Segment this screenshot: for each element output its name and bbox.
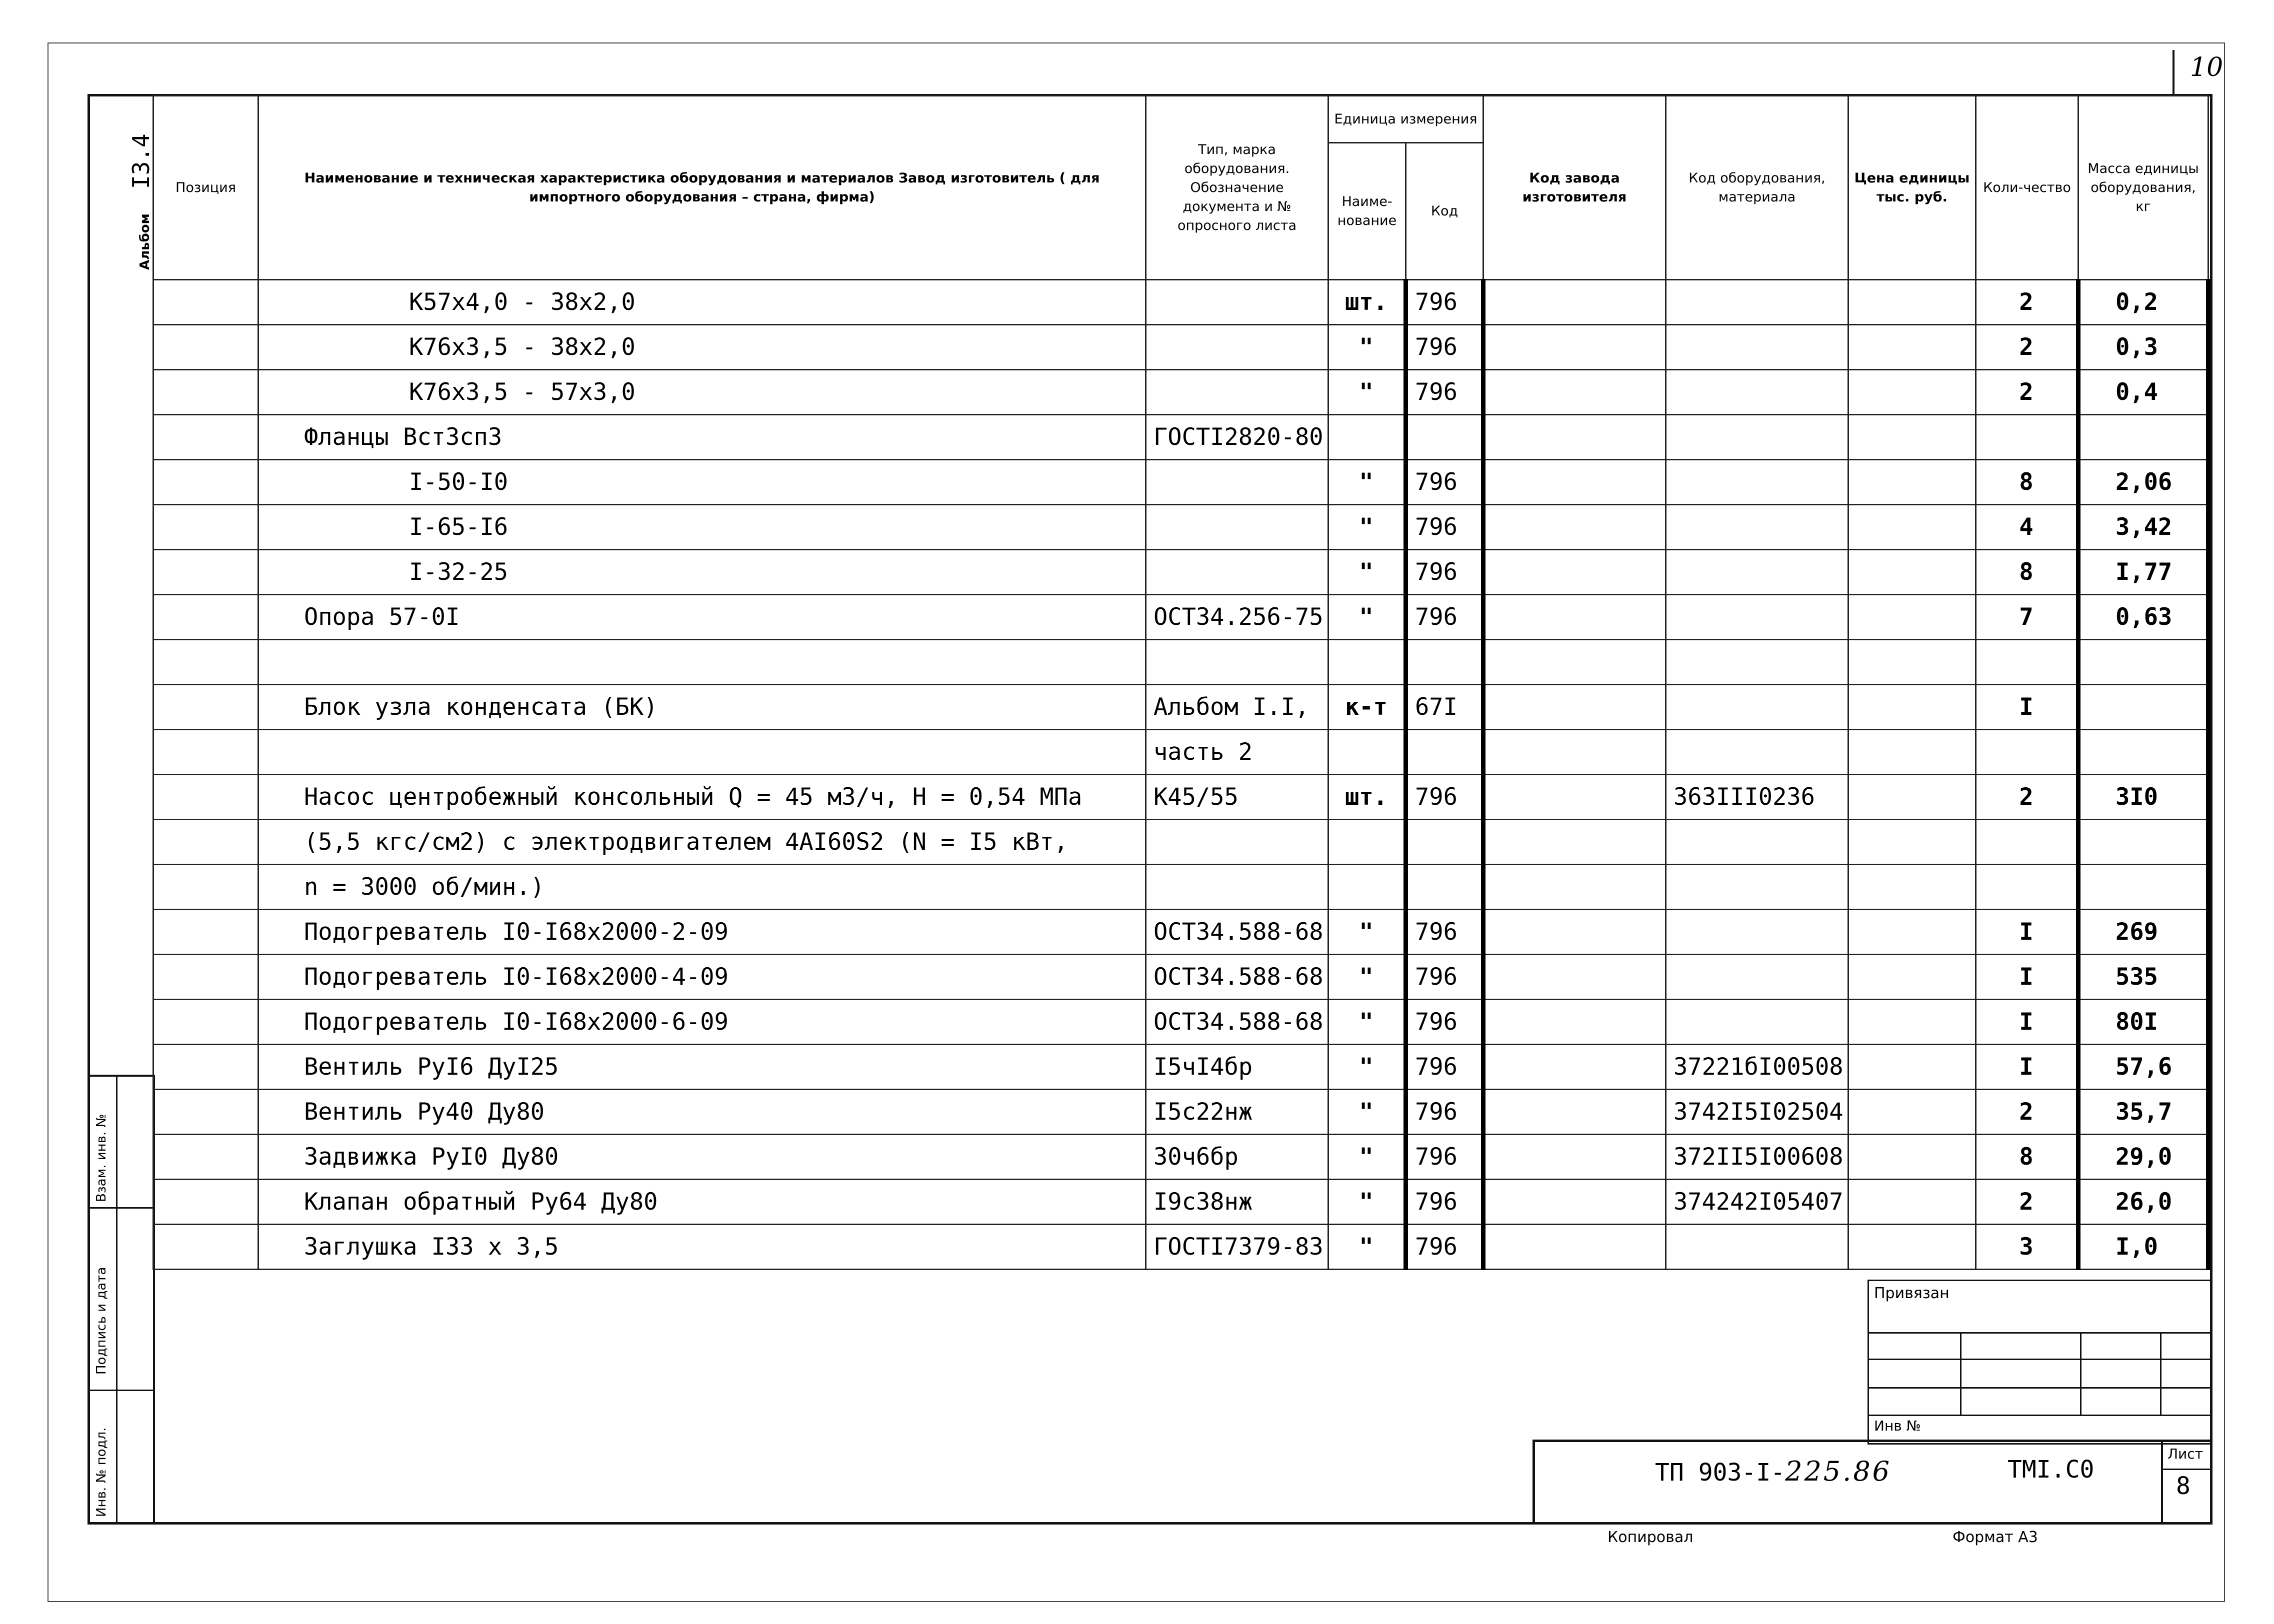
cell-position <box>154 820 258 865</box>
cell-equip-code: 37221бI00508 <box>1666 1045 1848 1090</box>
cell-equip-code <box>1666 685 1848 730</box>
cell-code: 796 <box>1406 910 1484 955</box>
cell-equip-code: 374242I05407 <box>1666 1180 1848 1225</box>
table-row <box>154 1045 2208 1090</box>
cell-price <box>1848 595 1976 640</box>
cell-price <box>1848 280 1976 325</box>
cell-unit: " <box>1328 550 1406 595</box>
header-price: Цена единицы тыс. руб. <box>1848 96 1976 280</box>
side-stamp-signature-date: Подпись и дата <box>94 1267 109 1375</box>
cell-position <box>154 1135 258 1180</box>
cell-price <box>1848 1000 1976 1045</box>
cell-code: 796 <box>1406 370 1484 415</box>
cell-code: 796 <box>1406 1045 1484 1090</box>
cell-plant-code <box>1484 1090 1666 1135</box>
table-row <box>154 685 2208 730</box>
cell-price <box>1848 640 1976 685</box>
cell-qty <box>1976 820 2078 865</box>
cell-mass <box>2078 640 2208 685</box>
linked-line-4 <box>1868 1415 2212 1416</box>
cell-position <box>154 910 258 955</box>
cell-type <box>1146 460 1328 505</box>
cell-code: 796 <box>1406 1225 1484 1270</box>
cell-name: n = 3000 об/мин.) <box>258 865 1146 910</box>
cell-position <box>154 1045 258 1090</box>
cell-position <box>154 550 258 595</box>
cell-code <box>1406 865 1484 910</box>
table-row <box>154 1135 2208 1180</box>
cell-qty: 2 <box>1976 280 2078 325</box>
cell-type <box>1146 325 1328 370</box>
cell-unit: " <box>1328 1045 1406 1090</box>
cell-plant-code <box>1484 595 1666 640</box>
cell-price <box>1848 1180 1976 1225</box>
cell-qty: 8 <box>1976 460 2078 505</box>
cell-code: 796 <box>1406 325 1484 370</box>
header-unit-name: Наиме-нование <box>1328 143 1406 280</box>
cell-position <box>154 1180 258 1225</box>
cell-name <box>258 640 1146 685</box>
cell-mass: 2,06 <box>2078 460 2208 505</box>
doc-code <box>1655 1456 1892 1487</box>
cell-mass <box>2078 415 2208 460</box>
cell-unit: " <box>1328 505 1406 550</box>
cell-type: часть 2 <box>1146 730 1328 775</box>
cell-price <box>1848 955 1976 1000</box>
table-row <box>154 595 2208 640</box>
cell-plant-code <box>1484 730 1666 775</box>
cell-equip-code <box>1666 820 1848 865</box>
header-qty: Коли-чество <box>1976 96 2078 280</box>
cell-unit: к-т <box>1328 685 1406 730</box>
cell-position <box>154 325 258 370</box>
cell-equip-code: 363III0236 <box>1666 775 1848 820</box>
table-row <box>154 505 2208 550</box>
cell-name: I-32-25 <box>258 550 1146 595</box>
cell-code: 796 <box>1406 775 1484 820</box>
cell-mass <box>2078 685 2208 730</box>
cell-mass: 3,42 <box>2078 505 2208 550</box>
cell-position <box>154 1090 258 1135</box>
cell-equip-code <box>1666 910 1848 955</box>
cell-equip-code <box>1666 370 1848 415</box>
table-row <box>154 1180 2208 1225</box>
cell-equip-code <box>1666 505 1848 550</box>
cell-plant-code <box>1484 370 1666 415</box>
cell-qty: 8 <box>1976 550 2078 595</box>
cell-mass: 26,0 <box>2078 1180 2208 1225</box>
cell-plant-code <box>1484 1000 1666 1045</box>
cell-qty: 2 <box>1976 1180 2078 1225</box>
cell-code: 796 <box>1406 280 1484 325</box>
cell-position <box>154 415 258 460</box>
cell-code <box>1406 820 1484 865</box>
cell-price <box>1848 910 1976 955</box>
cell-equip-code <box>1666 640 1848 685</box>
table-row <box>154 775 2208 820</box>
cell-code: 796 <box>1406 1135 1484 1180</box>
cell-plant-code <box>1484 505 1666 550</box>
cell-equip-code <box>1666 1000 1848 1045</box>
cell-equip-code <box>1666 865 1848 910</box>
cell-equip-code <box>1666 415 1848 460</box>
cell-unit: " <box>1328 955 1406 1000</box>
cell-position <box>154 460 258 505</box>
cell-unit: " <box>1328 595 1406 640</box>
cell-qty: 2 <box>1976 775 2078 820</box>
cell-code: 796 <box>1406 1090 1484 1135</box>
cell-name: К76х3,5 - 57х3,0 <box>258 370 1146 415</box>
cell-position <box>154 1225 258 1270</box>
linked-col-2 <box>2080 1332 2082 1415</box>
cell-type: ОСТ34.256-75 <box>1146 595 1328 640</box>
cell-unit: " <box>1328 1180 1406 1225</box>
header-type: Тип, марка оборудования. Обозначение документа и № опросного листа <box>1146 96 1328 280</box>
cell-price <box>1848 775 1976 820</box>
cell-price <box>1848 865 1976 910</box>
cell-type: К45/55 <box>1146 775 1328 820</box>
cell-mass <box>2078 865 2208 910</box>
cell-mass: 80I <box>2078 1000 2208 1045</box>
cell-price <box>1848 1225 1976 1270</box>
cell-unit: " <box>1328 460 1406 505</box>
cell-name: К76х3,5 - 38х2,0 <box>258 325 1146 370</box>
cell-type <box>1146 280 1328 325</box>
cell-type <box>1146 640 1328 685</box>
cell-mass: I,77 <box>2078 550 2208 595</box>
cell-mass: 57,6 <box>2078 1045 2208 1090</box>
cell-code: 796 <box>1406 1000 1484 1045</box>
cell-position <box>154 1000 258 1045</box>
side-stamp-inv-original: Инв. № подл. <box>94 1427 109 1517</box>
cell-qty: 4 <box>1976 505 2078 550</box>
cell-name: Блок узла конденсата (БК) <box>258 685 1146 730</box>
format-label: Формат А3 <box>1952 1529 2038 1546</box>
cell-position <box>154 370 258 415</box>
cell-qty: I <box>1976 910 2078 955</box>
cell-name: Опора 57-0I <box>258 595 1146 640</box>
cell-plant-code <box>1484 640 1666 685</box>
cell-unit: " <box>1328 325 1406 370</box>
linked-col-3 <box>2160 1332 2162 1415</box>
cell-equip-code: 372II5I00608 <box>1666 1135 1848 1180</box>
cell-plant-code <box>1484 685 1666 730</box>
cell-unit: " <box>1328 910 1406 955</box>
cell-price <box>1848 1090 1976 1135</box>
table-row <box>154 325 2208 370</box>
cell-equip-code: 3742I5I02504 <box>1666 1090 1848 1135</box>
cell-qty: I <box>1976 955 2078 1000</box>
cell-type <box>1146 865 1328 910</box>
linked-label: Привязан <box>1874 1285 1950 1302</box>
cell-code: 796 <box>1406 1180 1484 1225</box>
copied-label: Копировал <box>1608 1529 1694 1546</box>
cell-qty: I <box>1976 1000 2078 1045</box>
cell-type <box>1146 370 1328 415</box>
cell-price <box>1848 1135 1976 1180</box>
cell-mass: 29,0 <box>2078 1135 2208 1180</box>
cell-name <box>258 730 1146 775</box>
cell-type: ОСТ34.588-68 <box>1146 910 1328 955</box>
cell-mass: 0,63 <box>2078 595 2208 640</box>
cell-code: 796 <box>1406 550 1484 595</box>
cell-qty: 2 <box>1976 325 2078 370</box>
cell-type: ГОСТI2820-80 <box>1146 415 1328 460</box>
table-row <box>154 910 2208 955</box>
doc-code-prefix: ТП 903-I- <box>1655 1459 1786 1487</box>
cell-qty <box>1976 640 2078 685</box>
side-stamp-inv-replace: Взам. инв. № <box>94 1114 109 1202</box>
sheet-box-divider <box>2161 1469 2212 1470</box>
cell-position <box>154 640 258 685</box>
cell-name: Подогреватель I0-I68х2000-4-09 <box>258 955 1146 1000</box>
table-row <box>154 460 2208 505</box>
header-position: Позиция <box>154 96 258 280</box>
cell-position <box>154 685 258 730</box>
cell-unit <box>1328 415 1406 460</box>
cell-equip-code <box>1666 595 1848 640</box>
header-name: Наименование и техническая характеристика оборудования и материалов Завод изготовитель ( для импортного оборудования – страна, фирма) <box>258 96 1146 280</box>
cell-mass: 0,2 <box>2078 280 2208 325</box>
cell-type <box>1146 550 1328 595</box>
album-label <box>128 133 154 270</box>
cell-equip-code <box>1666 730 1848 775</box>
cell-name: Вентиль Ру40 Ду80 <box>258 1090 1146 1135</box>
cell-price <box>1848 460 1976 505</box>
cell-type: I5чI4бр <box>1146 1045 1328 1090</box>
cell-name: Вентиль РуI6 ДуI25 <box>258 1045 1146 1090</box>
header-plant-code: Код завода изготовителя <box>1484 96 1666 280</box>
sheet-label: Лист <box>2168 1446 2203 1462</box>
cell-code: 796 <box>1406 595 1484 640</box>
cell-name: К57х4,0 - 38х2,0 <box>258 280 1146 325</box>
cell-name: I-50-I0 <box>258 460 1146 505</box>
cell-type: I9с38нж <box>1146 1180 1328 1225</box>
cell-code <box>1406 415 1484 460</box>
table-row <box>154 1000 2208 1045</box>
header-unit-code: Код <box>1406 143 1484 280</box>
cell-plant-code <box>1484 910 1666 955</box>
cell-unit <box>1328 820 1406 865</box>
cell-mass: 269 <box>2078 910 2208 955</box>
table-row <box>154 955 2208 1000</box>
cell-price <box>1848 1045 1976 1090</box>
cell-plant-code <box>1484 415 1666 460</box>
cell-qty: 8 <box>1976 1135 2078 1180</box>
cell-plant-code <box>1484 1180 1666 1225</box>
cell-unit: шт. <box>1328 280 1406 325</box>
cell-mass: I,0 <box>2078 1225 2208 1270</box>
cell-code <box>1406 640 1484 685</box>
cell-unit <box>1328 640 1406 685</box>
cell-type <box>1146 820 1328 865</box>
cell-unit: " <box>1328 1225 1406 1270</box>
cell-price <box>1848 730 1976 775</box>
cell-qty: 3 <box>1976 1225 2078 1270</box>
table-row <box>154 820 2208 865</box>
specification-body <box>154 280 2208 1270</box>
cell-unit <box>1328 865 1406 910</box>
cell-mass <box>2078 730 2208 775</box>
cell-plant-code <box>1484 820 1666 865</box>
inv-no-label: Инв № <box>1874 1418 1921 1434</box>
cell-type <box>1146 505 1328 550</box>
cell-unit: " <box>1328 370 1406 415</box>
cell-mass: 535 <box>2078 955 2208 1000</box>
cell-price <box>1848 370 1976 415</box>
cell-plant-code <box>1484 280 1666 325</box>
cell-position <box>154 595 258 640</box>
cell-type: ОСТ34.588-68 <box>1146 955 1328 1000</box>
table-row <box>154 550 2208 595</box>
cell-price <box>1848 415 1976 460</box>
table-row <box>154 1225 2208 1270</box>
cell-mass: 3I0 <box>2078 775 2208 820</box>
cell-position <box>154 775 258 820</box>
sheet-box-left <box>2161 1440 2163 1525</box>
cell-name: (5,5 кгс/см2) с электродвигателем 4АI60S2 (N = I5 кВт, <box>258 820 1146 865</box>
cell-mass: 0,3 <box>2078 325 2208 370</box>
cell-type: Альбом I.I, <box>1146 685 1328 730</box>
table-row <box>154 280 2208 325</box>
cell-unit <box>1328 730 1406 775</box>
cell-name: Подогреватель I0-I68х2000-6-09 <box>258 1000 1146 1045</box>
cell-mass <box>2078 820 2208 865</box>
cell-equip-code <box>1666 550 1848 595</box>
cell-unit: " <box>1328 1090 1406 1135</box>
album-label-text: Альбом <box>138 213 152 270</box>
cell-name: Клапан обратный Ру64 Ду80 <box>258 1180 1146 1225</box>
cell-position <box>154 280 258 325</box>
cell-position <box>154 865 258 910</box>
cell-qty <box>1976 865 2078 910</box>
header-equip-code: Код оборудования, материала <box>1666 96 1848 280</box>
cell-code: 796 <box>1406 955 1484 1000</box>
cell-price <box>1848 550 1976 595</box>
table-row <box>154 865 2208 910</box>
cell-plant-code <box>1484 325 1666 370</box>
cell-name: Фланцы ВстЗсп3 <box>258 415 1146 460</box>
header-mass: Масса единицы оборудования, кг <box>2078 96 2208 280</box>
cell-qty: 7 <box>1976 595 2078 640</box>
cell-price <box>1848 820 1976 865</box>
cell-equip-code <box>1666 1225 1848 1270</box>
cell-price <box>1848 325 1976 370</box>
cell-plant-code <box>1484 955 1666 1000</box>
cell-qty <box>1976 730 2078 775</box>
cell-code: 796 <box>1406 460 1484 505</box>
side-stamp-col-divider <box>116 1075 118 1525</box>
cell-qty <box>1976 415 2078 460</box>
table-row <box>154 415 2208 460</box>
album-number: I3.4 <box>128 133 154 189</box>
cell-price <box>1848 685 1976 730</box>
cell-name: Насос центробежный консольный Q = 45 м3/ч, H = 0,54 МПа <box>258 775 1146 820</box>
page-number: 10 <box>2190 52 2224 82</box>
cell-type: I5с22нж <box>1146 1090 1328 1135</box>
table-row <box>154 370 2208 415</box>
cell-plant-code <box>1484 460 1666 505</box>
cell-plant-code <box>1484 1045 1666 1090</box>
cell-position <box>154 730 258 775</box>
cell-name: Задвижка РуI0 Ду80 <box>258 1135 1146 1180</box>
cell-equip-code <box>1666 460 1848 505</box>
cell-equip-code <box>1666 325 1848 370</box>
cell-unit: шт. <box>1328 775 1406 820</box>
table-row <box>154 640 2208 685</box>
cell-code: 796 <box>1406 505 1484 550</box>
cell-qty: I <box>1976 1045 2078 1090</box>
sheet-code: ТМI.С0 <box>2008 1456 2094 1484</box>
header-unit-group: Единица измерения <box>1328 96 1484 143</box>
cell-qty: I <box>1976 685 2078 730</box>
cell-code: 67I <box>1406 685 1484 730</box>
cell-plant-code <box>1484 1225 1666 1270</box>
cell-price <box>1848 505 1976 550</box>
cell-name: Заглушка I33 х 3,5 <box>258 1225 1146 1270</box>
linked-col-1 <box>1960 1332 1962 1415</box>
cell-unit: " <box>1328 1000 1406 1045</box>
specification-table <box>152 95 2210 1270</box>
cell-name: Подогреватель I0-I68х2000-2-09 <box>258 910 1146 955</box>
side-stamp-row-divider-1 <box>88 1207 155 1209</box>
cell-equip-code <box>1666 955 1848 1000</box>
cell-type: ГОСТI7379-83 <box>1146 1225 1328 1270</box>
cell-mass: 0,4 <box>2078 370 2208 415</box>
table-row <box>154 730 2208 775</box>
cell-mass: 35,7 <box>2078 1090 2208 1135</box>
cell-plant-code <box>1484 1135 1666 1180</box>
cell-type: 30ч6бр <box>1146 1135 1328 1180</box>
sheet-number: 8 <box>2176 1472 2190 1500</box>
cell-qty: 2 <box>1976 370 2078 415</box>
page-number-divider <box>2172 50 2174 95</box>
cell-plant-code <box>1484 550 1666 595</box>
cell-code <box>1406 730 1484 775</box>
doc-code-suffix: 225.86 <box>1785 1456 1892 1487</box>
cell-qty: 2 <box>1976 1090 2078 1135</box>
cell-type: ОСТ34.588-68 <box>1146 1000 1328 1045</box>
cell-position <box>154 955 258 1000</box>
cell-unit: " <box>1328 1135 1406 1180</box>
cell-equip-code <box>1666 280 1848 325</box>
cell-name: I-65-I6 <box>258 505 1146 550</box>
cell-plant-code <box>1484 865 1666 910</box>
cell-plant-code <box>1484 775 1666 820</box>
side-stamp-row-divider-2 <box>88 1390 155 1391</box>
table-row <box>154 1090 2208 1135</box>
cell-position <box>154 505 258 550</box>
